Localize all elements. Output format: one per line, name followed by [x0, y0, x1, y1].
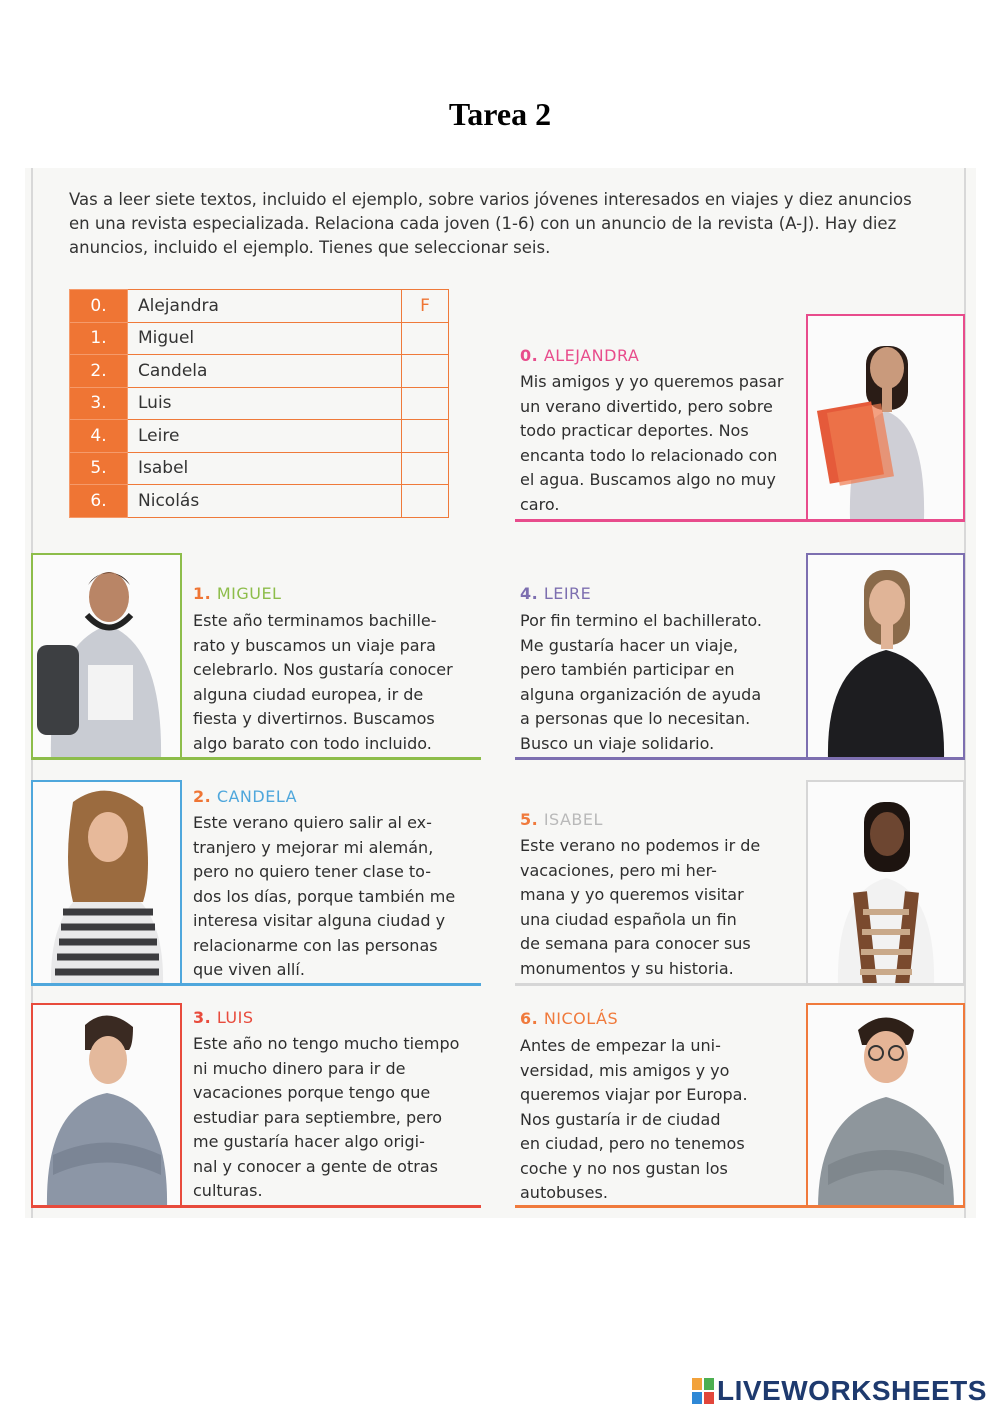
- photo-nicolas: [806, 1003, 965, 1208]
- person-illustration: [33, 555, 180, 759]
- person-heading-luis: [193, 1008, 254, 1027]
- person-number: 3.: [193, 1008, 212, 1027]
- person-number: 2.: [193, 787, 212, 806]
- answer-row-number: 5.: [70, 452, 128, 485]
- answer-input-cell[interactable]: [402, 355, 449, 388]
- answer-row-name: Miguel: [128, 322, 402, 355]
- photo-leire: [806, 553, 965, 759]
- answer-row: [70, 420, 449, 453]
- divider-alejandra: [515, 519, 965, 522]
- logo-text: LIVEWORKSHEETS: [717, 1375, 987, 1406]
- answer-row-name: Candela: [128, 355, 402, 388]
- answer-row: [70, 452, 449, 485]
- person-heading-nicolas: [520, 1009, 618, 1028]
- answer-row: [70, 387, 449, 420]
- page-title: Tarea 2: [448, 96, 552, 132]
- person-text-alejandra: Mis amigos y yo queremos pasar un verano divertido, pero sobre todo practicar deportes. Nos encanta todo lo relacionado con el agua. Buscamos algo no muy caro.: [520, 372, 784, 514]
- person-heading-isabel: [520, 810, 603, 829]
- answer-input-cell[interactable]: F: [402, 290, 449, 323]
- instructions-text: Vas a leer siete textos, incluido el ejemplo, sobre varios jóvenes interesados en viajes y diez anuncios en una revista especializada. Relaciona cada joven (1-6) con un anuncio de la revista (A-J). Hay diez anuncios, incluido el ejemplo. Tienes que seleccionar seis.: [69, 190, 912, 257]
- liveworksheets-logo: [692, 1374, 987, 1408]
- answer-row-number: 0.: [70, 290, 128, 323]
- answer-row-number: 3.: [70, 387, 128, 420]
- answer-row: [70, 322, 449, 355]
- divider-candela: [31, 983, 481, 986]
- person-illustration: [808, 1005, 963, 1208]
- answer-row-number: 4.: [70, 420, 128, 453]
- divider-luis: [31, 1205, 481, 1208]
- person-heading-miguel: [193, 584, 281, 603]
- answer-row-name: Leire: [128, 420, 402, 453]
- person-illustration: [33, 1005, 180, 1208]
- photo-isabel: [806, 780, 965, 985]
- person-heading-candela: [193, 787, 297, 806]
- person-name: ALEJANDRA: [543, 346, 640, 365]
- photo-miguel: [31, 553, 182, 759]
- answer-row: [70, 290, 449, 323]
- divider-nicolas: [515, 1205, 965, 1208]
- person-illustration: [808, 555, 963, 759]
- person-text-luis: Este año no tengo mucho tiempo ni mucho dinero para ir de vacaciones porque tengo que estudiar para septiembre, pero me gustaría hacer algo origi- nal y conocer a gente de otras culturas.: [193, 1034, 460, 1200]
- answer-input-cell[interactable]: [402, 485, 449, 518]
- person-number: 4.: [520, 584, 539, 603]
- photo-candela: [31, 780, 182, 985]
- answer-input-cell[interactable]: [402, 387, 449, 420]
- answer-row-name: Nicolás: [128, 485, 402, 518]
- photo-alejandra: [806, 314, 965, 519]
- person-name: MIGUEL: [216, 584, 282, 603]
- person-text-miguel: Este año terminamos bachille- rato y buscamos un viaje para celebrarlo. Nos gustaría conocer alguna ciudad europea, ir de fiesta y divertirnos. Buscamos algo barato con todo incluido.: [193, 611, 453, 753]
- person-illustration: [808, 782, 963, 985]
- person-number: 0.: [520, 346, 539, 365]
- answer-row-name: Luis: [128, 387, 402, 420]
- person-number: 5.: [520, 810, 539, 829]
- answer-row-number: 6.: [70, 485, 128, 518]
- person-illustration: [808, 316, 963, 519]
- worksheet-scan: [25, 168, 976, 1218]
- person-text-nicolas: Antes de empezar la uni- versidad, mis amigos y yo queremos viajar por Europa. Nos gustaría ir de ciudad en ciudad, pero no tenemos coche y no nos gustan los autobuses.: [520, 1036, 748, 1202]
- answer-table: [69, 289, 449, 518]
- person-text-candela: Este verano quiero salir al ex- tranjero y mejorar mi alemán, pero no quiero tener clase to- dos los días, porque también me interesa visitar alguna ciudad y relacionarme con las personas que viven allí.: [193, 813, 456, 979]
- answer-input-cell[interactable]: [402, 420, 449, 453]
- answer-row-number: 1.: [70, 322, 128, 355]
- logo-icon: [692, 1378, 714, 1404]
- person-heading-alejandra: [520, 346, 639, 365]
- person-name: NICOLÁS: [543, 1009, 619, 1028]
- divider-miguel: [31, 757, 481, 760]
- person-heading-leire: [520, 584, 591, 603]
- answer-row-name: Alejandra: [128, 290, 402, 323]
- divider-isabel: [515, 983, 965, 986]
- answer-row: [70, 485, 449, 518]
- answer-row-name: Isabel: [128, 452, 402, 485]
- person-illustration: [33, 782, 180, 985]
- answer-row: [70, 355, 449, 388]
- person-name: LEIRE: [543, 584, 592, 603]
- person-name: ISABEL: [543, 810, 603, 829]
- person-name: CANDELA: [216, 787, 298, 806]
- person-text-leire: Por fin termino el bachillerato. Me gustaría hacer un viaje, pero también participar en alguna organización de ayuda a personas que lo necesitan. Busco un viaje solidario.: [520, 611, 762, 753]
- person-name: LUIS: [216, 1008, 254, 1027]
- person-number: 1.: [193, 584, 212, 603]
- answer-input-cell[interactable]: [402, 322, 449, 355]
- divider-leire: [515, 757, 965, 760]
- person-text-isabel: Este verano no podemos ir de vacaciones, pero mi her- mana y yo queremos visitar una ciudad española un fin de semana para conocer sus monumentos y su historia.: [520, 836, 761, 978]
- person-number: 6.: [520, 1009, 539, 1028]
- answer-input-cell[interactable]: [402, 452, 449, 485]
- answer-row-number: 2.: [70, 355, 128, 388]
- photo-luis: [31, 1003, 182, 1208]
